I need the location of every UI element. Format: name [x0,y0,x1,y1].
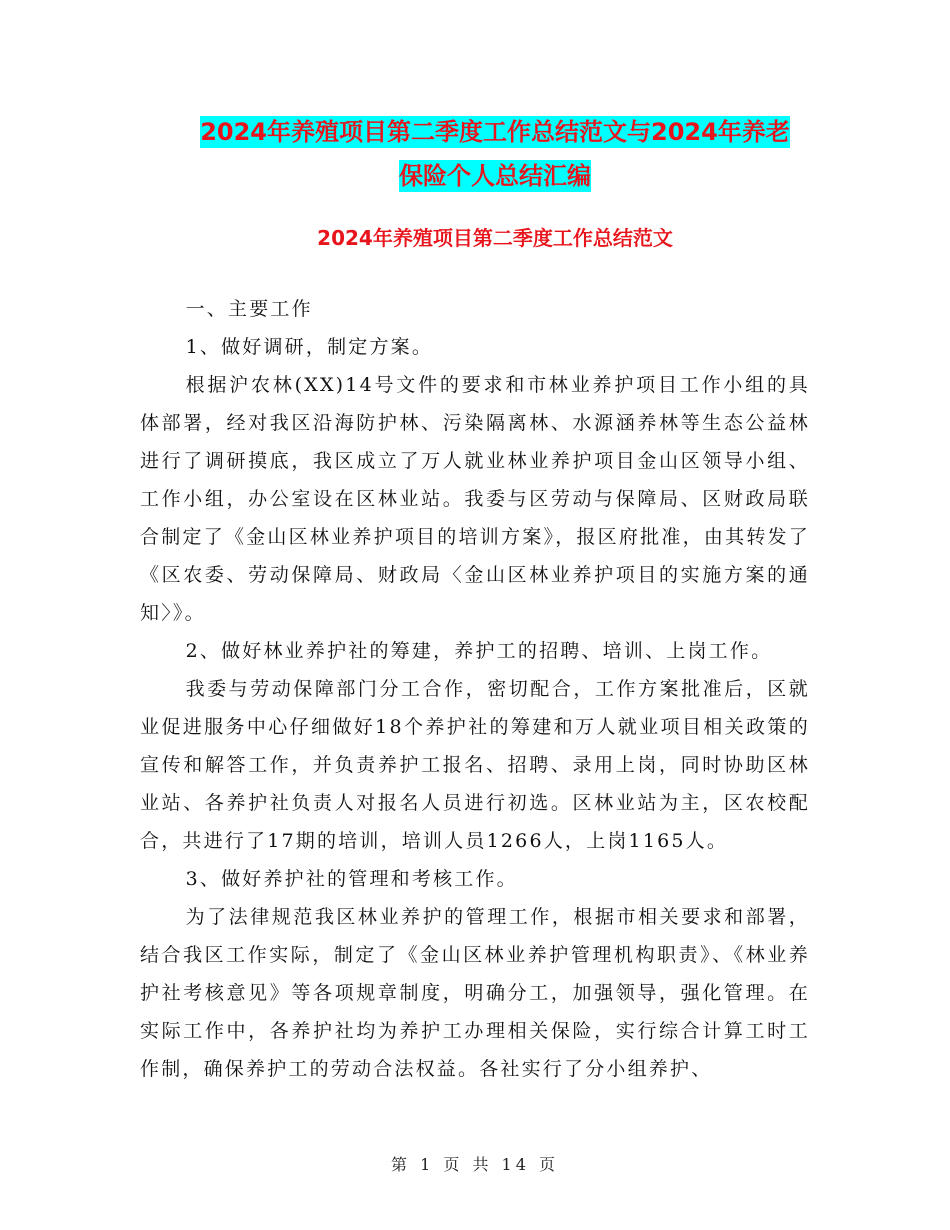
document-body [140,290,810,1088]
document-title-line-2 [140,154,850,198]
title-highlight: 保险个人总结汇编 [399,162,591,190]
paragraph-subheading-2: 2、做好林业养护社的筹建，养护工的招聘、培训、上岗工作。 [185,640,773,662]
paragraph-body-3: 为了法律规范我区林业养护的管理工作，根据市相关要求和部署，结合我区工作实际，制定了《金山区林业养护管理机构职责》、《林业养护社考核意见》等各项规章制度，明确分工，加强领导，强化管理。在实际工作中，各养护社均为养护工办理相关保险，实行综合计算工时工作制，确保养护工的劳动合法权益。各社实行了分小组养护、 [140,906,810,1080]
paragraph-body-2: 我委与劳动保障部门分工合作，密切配合，工作方案批准后，区就业促进服务中心仔细做好18个养护社的筹建和万人就业项目相关政策的宣传和解答工作，并负责养护工报名、招聘、录用上岗，同时协助区林业站、各养护社负责人对报名人员进行初选。区林业站为主，区农校配合，共进行了17期的培训，培训人员1266人，上岗1165人。 [140,678,810,852]
paragraph-subheading-1: 1、做好调研，制定方案。 [185,336,434,358]
title-highlight: 2024年养殖项目第二季度工作总结范文与2024年养老 [200,118,790,146]
section-title: 2024年养殖项目第二季度工作总结范文 [317,226,673,250]
paragraph-body-1: 根据沪农林(XX)14号文件的要求和市林业养护项目工作小组的具体部署，经对我区沿海防护林、污染隔离林、水源涵养林等生态公益林进行了调研摸底，我区成立了万人就业林业养护项目金山区领导小组、工作小组，办公室设在区林业站。我委与区劳动与保障局、区财政局联合制定了《金山区林业养护项目的培训方案》，报区府批准，由其转发了《区农委、劳动保障局、财政局〈金山区林业养护项目的实施方案的通知〉》。 [140,374,810,624]
page-footer: 第 1 页 共 14 页 [391,1155,559,1174]
paragraph-heading-main-work: 一、主要工作 [185,298,313,320]
document-title-line-1 [140,110,850,154]
paragraph-subheading-3: 3、做好养护社的管理和考核工作。 [185,868,518,890]
